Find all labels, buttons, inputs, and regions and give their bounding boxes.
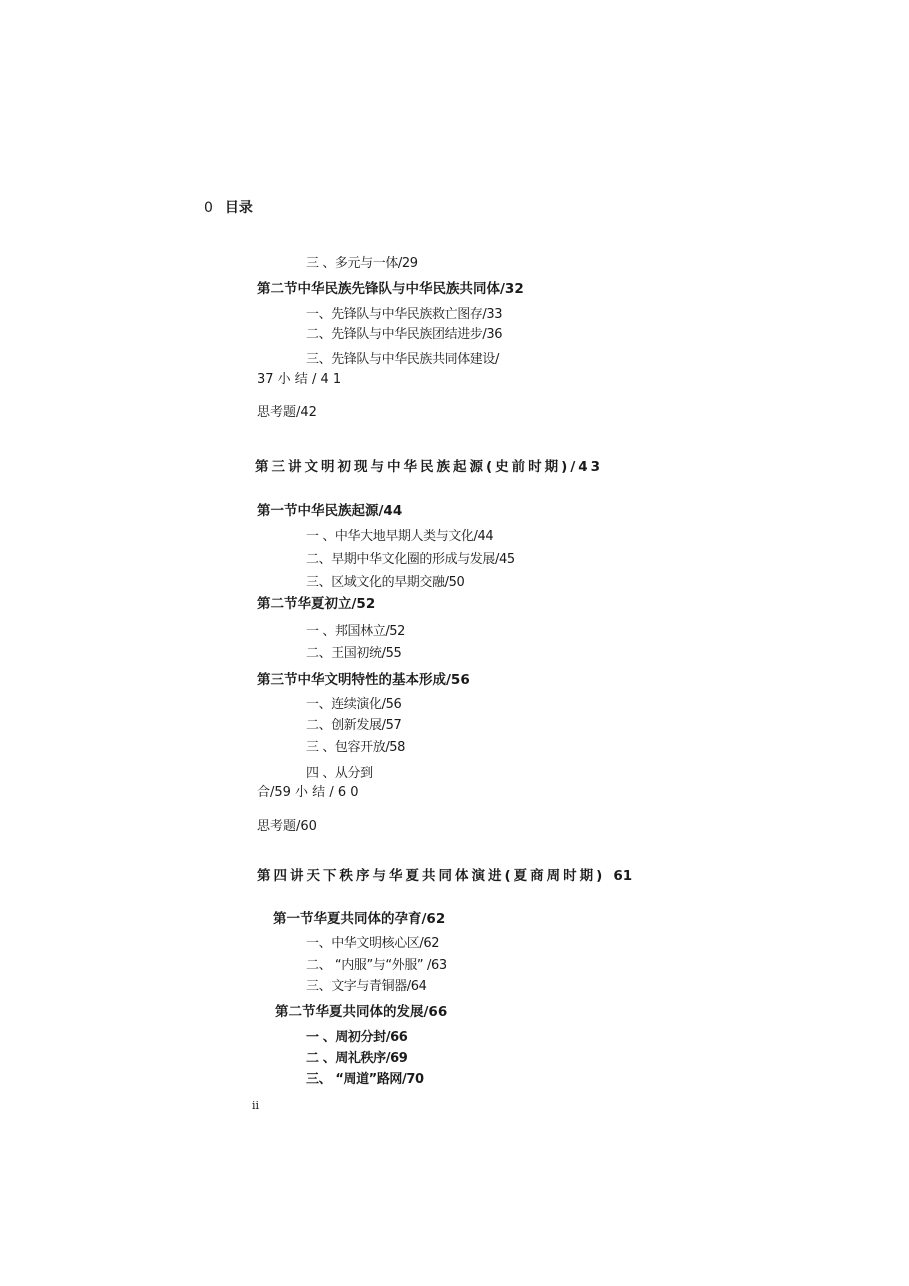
toc-entry: 合/59 小 结 / 6 0 — [257, 785, 359, 800]
toc-chapter-heading — [257, 870, 632, 884]
toc-entry: 一、中华文明核心区/62 — [306, 936, 440, 951]
toc-section-heading: 第二节中华民族先锋队与中华民族共同体/32 — [257, 281, 524, 297]
toc-entry: 三、文字与青铜器/64 — [306, 979, 427, 994]
toc-section-heading: 第二节华夏初立/52 — [257, 596, 376, 612]
toc-section-heading: 第二节华夏共同体的发展/66 — [275, 1004, 448, 1020]
toc-entry: 二 、周礼秩序/69 — [306, 1051, 408, 1066]
toc-entry: 一 、中华大地早期人类与文化/44 — [306, 529, 494, 544]
toc-entry: 二、 “内服”与“外服” /63 — [306, 958, 447, 973]
chapter-page: 61 — [613, 868, 633, 884]
toc-entry: 三、先锋队与中华民族共同体建设/ — [306, 352, 499, 367]
toc-entry: 一 、邦国林立/52 — [306, 624, 406, 639]
page-header — [204, 201, 253, 215]
toc-entry: 三 、多元与一体/29 — [306, 256, 418, 271]
toc-entry: 二、创新发展/57 — [306, 718, 402, 733]
toc-entry: 一、连续演化/56 — [306, 697, 402, 712]
header-title: 目录 — [224, 200, 253, 216]
header-page-number: 0 — [204, 200, 213, 216]
toc-entry: 二、王国初统/55 — [306, 646, 402, 661]
toc-entry: 三 、包容开放/58 — [306, 740, 406, 755]
toc-entry: 一、先锋队与中华民族救亡图存/33 — [306, 307, 503, 322]
toc-entry: 37 小 结 / 4 1 — [257, 372, 342, 387]
toc-entry: 二、先锋队与中华民族团结进步/36 — [306, 327, 503, 342]
toc-entry: 四 、从分到 — [306, 766, 373, 781]
page-folio: ii — [252, 1099, 260, 1112]
toc-section-heading: 第一节华夏共同体的孕育/62 — [273, 911, 446, 927]
toc-entry: 思考题/42 — [257, 405, 317, 420]
chapter-title: 第四讲天下秩序与华夏共同体演进(夏商周时期) — [257, 868, 606, 884]
toc-entry: 二、早期中华文化圈的形成与发展/45 — [306, 552, 515, 567]
toc-chapter-heading: 第三讲文明初现与中华民族起源(史前时期)/43 — [255, 459, 604, 475]
toc-section-heading: 第三节中华文明特性的基本形成/56 — [257, 672, 470, 688]
toc-entry: 三、 “周道”路网/70 — [306, 1072, 424, 1087]
toc-entry: 三、区域文化的早期交融/50 — [306, 575, 465, 590]
toc-entry: 思考题/60 — [257, 819, 317, 834]
toc-entry: 一 、周初分封/66 — [306, 1030, 408, 1045]
toc-section-heading: 第一节中华民族起源/44 — [257, 503, 403, 519]
